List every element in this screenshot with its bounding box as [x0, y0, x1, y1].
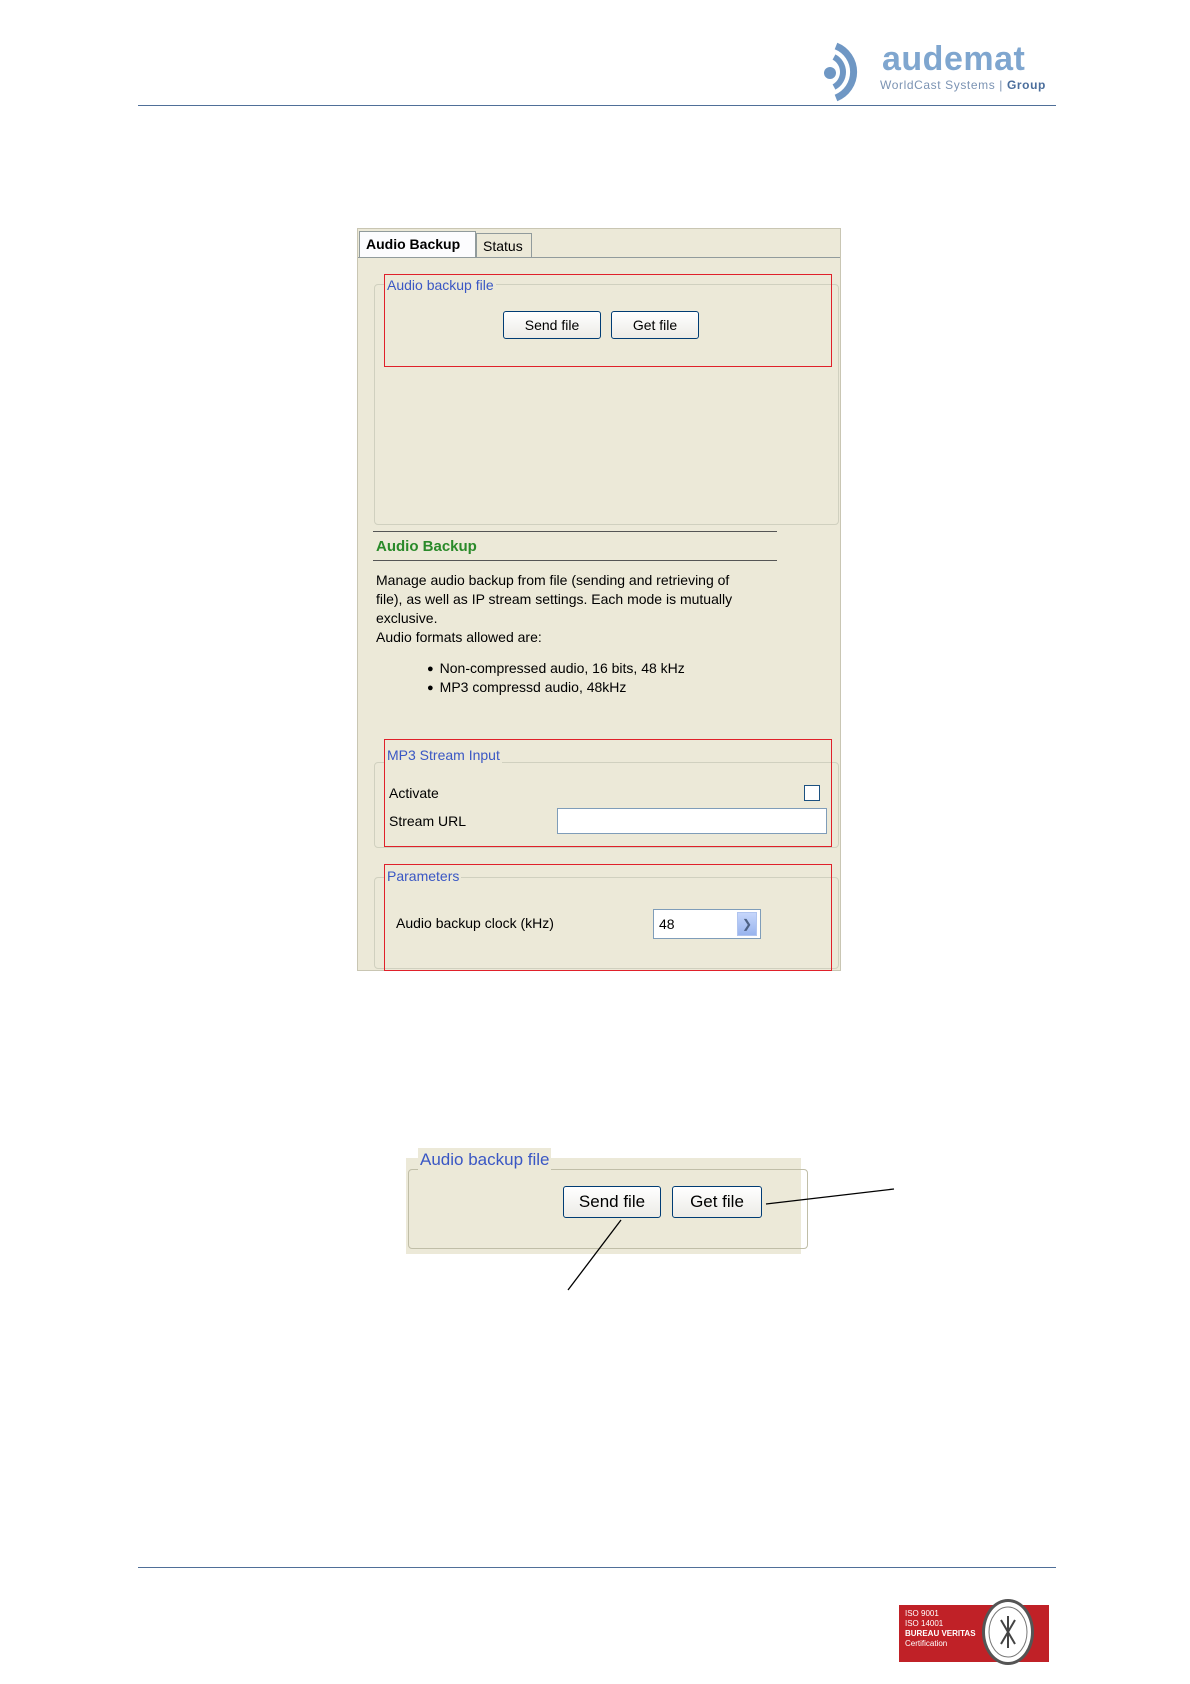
help-line: file), as well as IP stream settings. Each mode is mutually	[376, 591, 733, 607]
parameters-legend: Parameters	[387, 868, 460, 884]
highlight-box-parameters	[384, 864, 832, 971]
tab-audio-backup[interactable]: Audio Backup	[359, 231, 476, 257]
format-bullet: ● Non-compressed audio, 16 bits, 48 kHz	[427, 660, 685, 676]
help-bottom-rule	[373, 560, 777, 561]
logo-subtitle-group: Group	[1006, 78, 1046, 92]
footer-rule	[138, 1567, 1056, 1568]
help-line: Audio formats allowed are:	[376, 629, 542, 645]
cert-line: Certification	[905, 1639, 948, 1648]
logo-wordmark: audemat	[882, 40, 1026, 78]
cert-line: ISO 9001	[905, 1609, 939, 1618]
zoom-send-file-button[interactable]: Send file	[563, 1186, 661, 1218]
help-title: Audio Backup	[376, 538, 477, 555]
send-file-button[interactable]: Send file	[503, 311, 601, 339]
audemat-logo-icon	[816, 40, 882, 102]
help-line: Manage audio backup from file (sending and retrieving of	[376, 572, 730, 588]
stream-url-label: Stream URL	[389, 813, 467, 829]
highlight-box-file	[384, 274, 832, 367]
help-line: exclusive.	[376, 610, 438, 626]
logo-subtitle-company: WorldCast Systems	[880, 78, 996, 92]
highlight-box-stream	[384, 739, 832, 847]
zoom-get-file-button[interactable]: Get file	[672, 1186, 762, 1218]
logo-subtitle: WorldCast Systems | Group	[880, 78, 1046, 92]
format-bullet: ● MP3 compressd audio, 48kHz	[427, 679, 626, 695]
bureau-veritas-seal-icon	[982, 1599, 1034, 1665]
tab-status[interactable]: Status	[476, 233, 532, 257]
help-top-rule	[373, 531, 777, 532]
mp3-stream-legend: MP3 Stream Input	[387, 747, 500, 763]
tabs-divider	[358, 257, 840, 258]
help-description	[376, 571, 796, 647]
cert-line: ISO 14001	[905, 1619, 944, 1628]
activate-label: Activate	[389, 785, 439, 801]
callout-lines	[560, 1180, 900, 1295]
chevron-down-icon[interactable]: ❯	[737, 912, 757, 936]
get-file-button[interactable]: Get file	[611, 311, 699, 339]
header-rule	[138, 105, 1056, 106]
cert-line: BUREAU VERITAS	[905, 1629, 976, 1638]
audio-backup-clock-label: Audio backup clock (kHz)	[396, 915, 554, 931]
zoom-file-legend: Audio backup file	[420, 1150, 550, 1169]
audio-backup-clock-value: 48	[659, 916, 675, 932]
audio-backup-file-legend: Audio backup file	[387, 277, 494, 293]
